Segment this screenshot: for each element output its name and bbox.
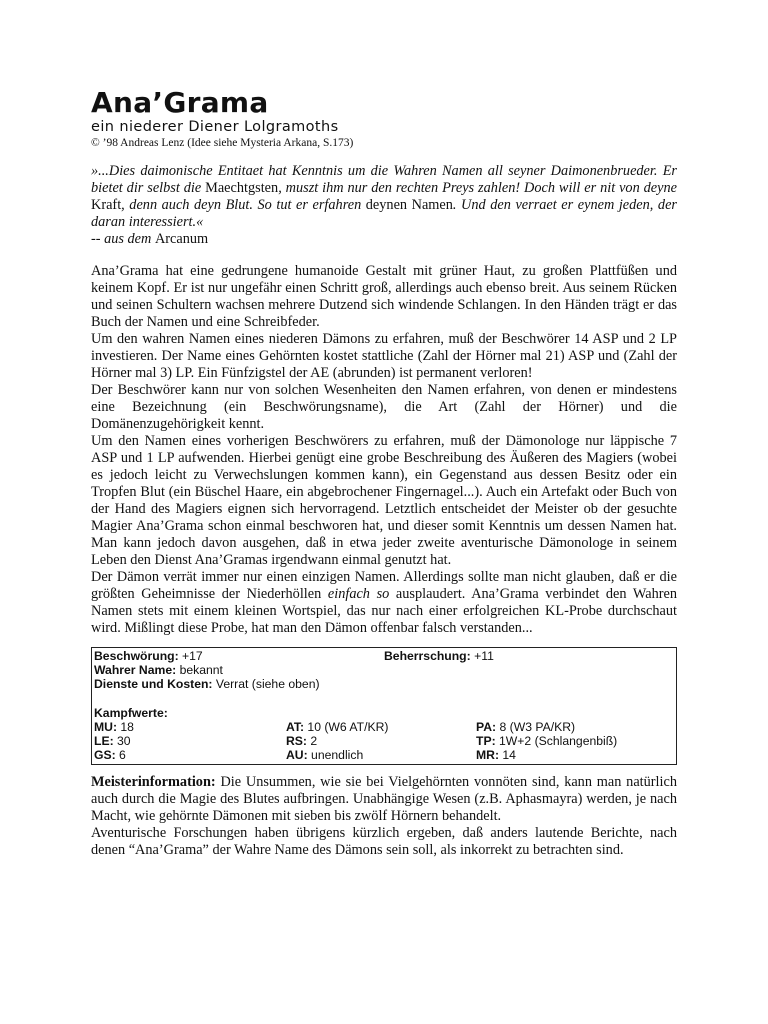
quote-text-7: . Und den verraet er eynem jeden, der daran interessiert.« xyxy=(91,197,677,230)
au-label: AU: xyxy=(286,748,308,763)
stat-row-true-name xyxy=(94,663,674,677)
beherrschung-value: +11 xyxy=(470,649,494,663)
dienste-value: Verrat (siehe oben) xyxy=(212,677,320,692)
intro-quote xyxy=(91,163,677,248)
quote-text-4: Kraft xyxy=(91,197,122,213)
page-subtitle: ein niederer Diener Lolgramoths xyxy=(91,119,339,135)
mu-label: MU: xyxy=(94,719,118,734)
stat-row-combat-3 xyxy=(94,748,674,762)
paragraph-requirements: Der Beschwörer kann nur von solchen Wesenheiten den Namen erfahren, von denen er mindestens eine Bezeichnung (ein Beschwörungsname), die Art (Zahl der Hörner) und die Domänenzugehörigkeit kennt. xyxy=(91,382,677,432)
mr-value: 14 xyxy=(499,748,516,763)
paragraph-previous-summoner: Um den Namen eines vorherigen Beschwörers zu erfahren, muß der Dämonologe nur läppische 7 ASP und 1 LP aufwenden. Hierbei genügt eine grobe Beschreibung des Äußeren des Magiers (wobei es jedoch leicht zu Verwechslungen kommen kann), ein Gegenstand aus dessen Besitz oder ein Tropfen Blut (ein Büschel Haare, ein abgebrochener Fingernagel...). Auch ein Artefakt oder Buch von der Hand des Magiers eignen sich hervorragend. Letztlich entscheidet der Meister ob der gesuchte Magier Ana’Grama schon einmal beschworen hat, und dieser somit Kenntnis um dessen Namen hat. Man kann jedoch davon ausgehen, daß in etwa jeder zweite aventurische Dämonologe in seinem Leben den Dienst Ana’Gramas irgendwann einmal genutzt hat. xyxy=(91,433,677,568)
quote-text-2: Maechtgsten xyxy=(205,180,279,196)
meister-label: Meisterinformation: xyxy=(91,774,216,791)
pa-value: 8 (W3 PA/KR) xyxy=(496,719,576,734)
at-value: 10 (W6 AT/KR) xyxy=(304,719,389,734)
paragraph-appearance: Ana’Grama hat eine gedrungene humanoide Gestalt mit grüner Haut, zu großen Plattfüßen und keinem Kopf. Er ist nur ungefähr einen Schritt groß, allerdings auch ebenso breit. Aus seinem Rücken und seinen Schultern wachsen mehrere Dutzend sich windende Schlangen. In den Händen trägt er das Buch der Namen und eine Schreibfeder. xyxy=(91,263,677,330)
stat-row-combat-heading xyxy=(94,706,674,720)
au-value: unendlich xyxy=(307,748,364,763)
beschwoerung-value: +17 xyxy=(178,649,203,663)
quote-text-3: , muszt ihm nur den rechten Preys zahlen! Doch will er nit von deyne xyxy=(278,180,677,196)
quote-text-5: , denn auch deyn Blut. So tut er erfahren xyxy=(121,197,366,213)
mu-value: 18 xyxy=(117,719,134,734)
stat-row-summoning xyxy=(94,649,674,663)
rs-value: 2 xyxy=(307,734,318,749)
mr-label: MR: xyxy=(476,748,500,763)
stat-row-combat-1 xyxy=(94,720,674,734)
gs-value: 6 xyxy=(115,748,126,763)
document-page xyxy=(91,88,677,859)
paragraph-wordplay-c: ausplaudert. Ana’Grama verbindet den Wahren Namen stets mit einem kleinen Wortspiel, das nur nach einer erfolgreichen KL-Probe durchschaut wird. Mißlingt diese Probe, hat man den Dämon offenbar falsch verstanden... xyxy=(91,586,677,636)
wahrer-name-value: bekannt xyxy=(176,663,223,678)
beschwoerung-label: Beschwörung: xyxy=(94,649,179,663)
beherrschung-label: Beherrschung: xyxy=(384,649,471,663)
at-label: AT: xyxy=(286,719,305,734)
stat-row-combat-2 xyxy=(94,734,674,748)
quote-source-prefix: -- aus dem xyxy=(91,231,155,247)
paragraph-wordplay-a: Der Dämon verrät immer nur einen einzigen Namen. Allerdings sollte man nicht glauben, daß er die größten Geheimnisse der Niederhöllen xyxy=(91,569,677,602)
gs-label: GS: xyxy=(94,748,116,763)
rs-label: RS: xyxy=(286,734,307,749)
paragraph-wordplay-emph: einfach so xyxy=(327,586,390,602)
master-paragraph-1 xyxy=(91,774,677,825)
pa-label: PA: xyxy=(476,719,497,734)
tp-label: TP: xyxy=(476,734,496,749)
copyright-line: © ’98 Andreas Lenz (Idee siehe Mysteria Arkana, S.173) xyxy=(91,137,354,149)
master-information xyxy=(91,774,677,859)
master-paragraph-2: Aventurische Forschungen haben übrigens kürzlich ergeben, daß anders lautende Berichte, nach denen “Ana’Grama” der Wahre Name des Dämons sein soll, als inkorrekt zu betrachten sind. xyxy=(91,825,677,859)
quote-source-title: Arcanum xyxy=(154,231,209,247)
quote-text-6: deynen Namen xyxy=(365,197,453,213)
dienste-label: Dienste und Kosten: xyxy=(94,677,213,692)
paragraph-wordplay xyxy=(91,569,677,637)
page-title: Ana’Grama xyxy=(91,86,269,119)
quote-text-1: »...Dies daimonische Entitaet hat Kenntnis um die Wahren Namen all seyner Daimonenbrueder. Er bietet dir selbst die xyxy=(91,163,677,196)
stat-block xyxy=(91,647,677,765)
kampfwerte-label: Kampfwerte: xyxy=(94,705,168,720)
tp-value: 1W+2 (Schlangenbiß) xyxy=(495,734,618,749)
stat-row-services xyxy=(94,677,674,691)
wahrer-name-label: Wahrer Name: xyxy=(94,663,177,678)
le-value: 30 xyxy=(113,734,131,749)
paragraph-cost: Um den wahren Namen eines niederen Dämons zu erfahren, muß der Beschwörer 14 ASP und 2 LP investieren. Der Name eines Gehörnten kostet stattliche (Zahl der Hörner mal 21) ASP und (Zahl der Hörner mal 3) LP. Ein Fünfzigstel der AE (abrunden) ist permanent verloren! xyxy=(91,331,677,381)
body-text xyxy=(91,263,677,637)
meister-text-1: Die Unsummen, wie sie bei Vielgehörnten vonnöten sind, kann man natürlich auch durch die Magie des Blutes aufbringen. Unabhängige Wesen (z.B. Aphasmayra) werden, je nach Macht, wie gehörnte Dämonen mit sieben bis zwölf Hörnern behandelt. xyxy=(91,774,677,825)
le-label: LE: xyxy=(94,734,114,749)
